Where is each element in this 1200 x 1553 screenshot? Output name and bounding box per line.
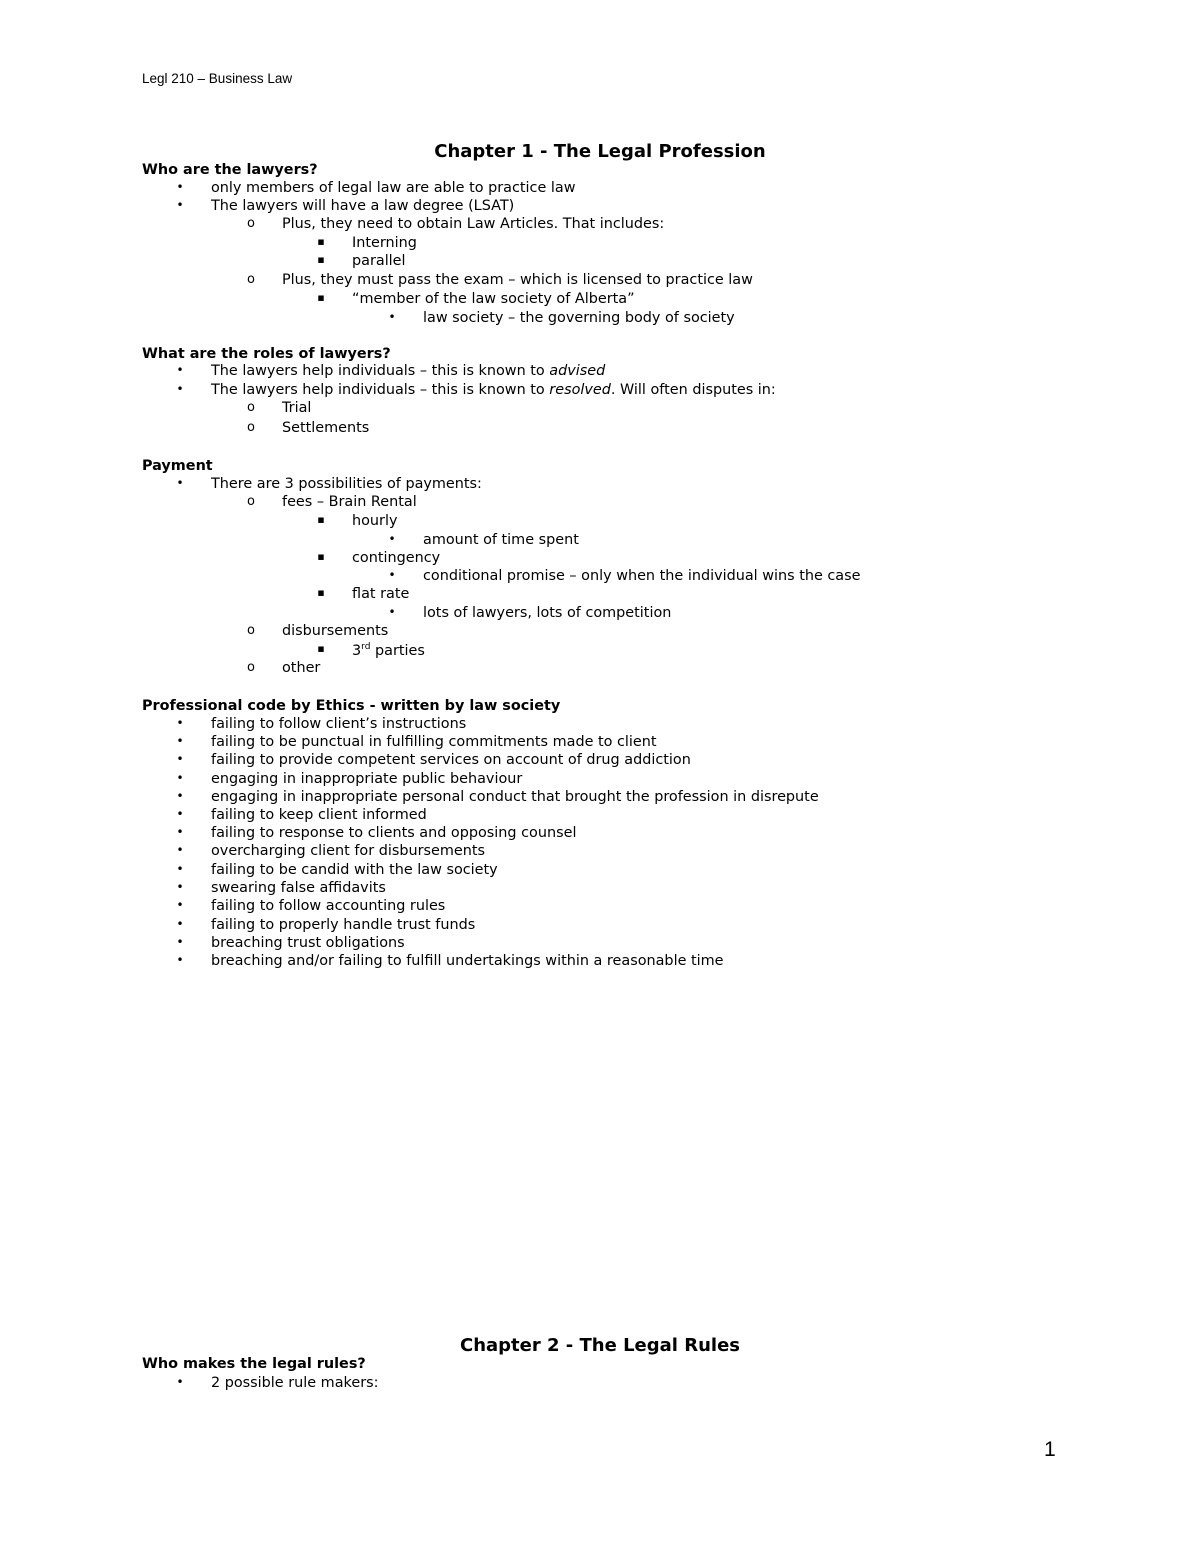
square-marker: ▪ xyxy=(317,253,325,266)
bullet-marker: • xyxy=(176,935,184,949)
bullet-marker: • xyxy=(176,789,184,803)
section-heading-rule-makers: Who makes the legal rules? xyxy=(142,1356,366,1372)
bullet-marker: • xyxy=(388,568,396,582)
bullet-marker: • xyxy=(176,917,184,931)
chapter-1-title: Chapter 1 - The Legal Profession xyxy=(434,141,766,162)
bullet-marker: • xyxy=(176,898,184,912)
bullet-marker: • xyxy=(176,953,184,967)
bullet-marker: • xyxy=(176,880,184,894)
section-heading-payment: Payment xyxy=(142,458,213,474)
bullet-marker: • xyxy=(176,771,184,785)
square-marker: ▪ xyxy=(317,291,325,304)
square-marker: ▪ xyxy=(317,235,325,248)
circle-marker: o xyxy=(247,660,255,675)
square-marker: ▪ xyxy=(317,586,325,599)
bullet-marker: • xyxy=(176,476,184,490)
circle-marker: o xyxy=(247,400,255,415)
square-marker: ▪ xyxy=(317,550,325,563)
running-header: Legl 210 – Business Law xyxy=(142,71,293,86)
bullet-marker: • xyxy=(176,1375,184,1389)
circle-marker: o xyxy=(247,272,255,287)
bullet-marker: • xyxy=(176,180,184,194)
section-heading-roles: What are the roles of lawyers? xyxy=(142,346,391,362)
section-heading-ethics: Professional code by Ethics - written by law society xyxy=(142,698,561,714)
document-page: Legl 210 – Business Law Chapter 1 - The Legal Profession Who are the lawyers? • only members of legal law are able to practice law • The lawyers will have a law degree (LSAT) o Plus, they need to obtain Law Articles. That includes: ▪ Interning ▪ parallel o Plus, they must pass the exam – which is licensed to practice law ▪ “member of the law society of Alberta” • law society – the governing body of society What are the roles of lawyers? • The lawyers help individuals – this is known to advised • The lawyers help individuals – this is known to resolved. Will often disputes in: o Trial o Settlements Payment • There are 3 possibilities of payments: o fees – Brain Rental ▪ hourly • amount of time spent ▪ contingency • conditional promise – only when the individual wins the case ▪ flat rate • lots of lawyers, lots of competition o disbursements ▪ 3rd parties o other Professional code by Ethics - written by law society • failing to follow client’s instructions • failing to be punctual in fulfilling commitments made to client • failing to provide competent services on account of drug addiction • engaging in inappropriate public behaviour • engaging in inappropriate personal conduct that brought the profession in disrepute • failing to keep client informed • failing to response to clients and opposing counsel • overcharging client for disbursements • failing to be candid with the law society • swearing false affidavits • failing to follow accounting rules • failing to properly handle trust funds • breaching trust obligations • breaching and/or failing to fulfill undertakings within a reasonable time Chapter 2 - The Legal Rules Who makes the legal rules? • 2 possible rule makers: 1 xyxy=(0,0,1200,1553)
bullet-marker: • xyxy=(176,198,184,212)
circle-marker: o xyxy=(247,623,255,638)
bullet-marker: • xyxy=(176,862,184,876)
bullet-marker: • xyxy=(176,752,184,766)
bullet-marker: • xyxy=(176,843,184,857)
square-marker: ▪ xyxy=(317,642,325,655)
bullet-marker: • xyxy=(176,734,184,748)
bullet-marker: • xyxy=(176,382,184,396)
circle-marker: o xyxy=(247,420,255,435)
bullet-marker: • xyxy=(176,825,184,839)
circle-marker: o xyxy=(247,494,255,509)
bullet-marker: • xyxy=(176,807,184,821)
bullet-marker: • xyxy=(388,532,396,546)
page-number: 1 xyxy=(1044,1438,1056,1461)
square-marker: ▪ xyxy=(317,513,325,526)
chapter-2-title: Chapter 2 - The Legal Rules xyxy=(459,1335,741,1356)
circle-marker: o xyxy=(247,216,255,231)
bullet-marker: • xyxy=(388,605,396,619)
bullet-marker: • xyxy=(176,716,184,730)
bullet-marker: • xyxy=(176,363,184,377)
section-heading-lawyers: Who are the lawyers? xyxy=(142,162,318,178)
bullet-marker: • xyxy=(388,310,396,324)
